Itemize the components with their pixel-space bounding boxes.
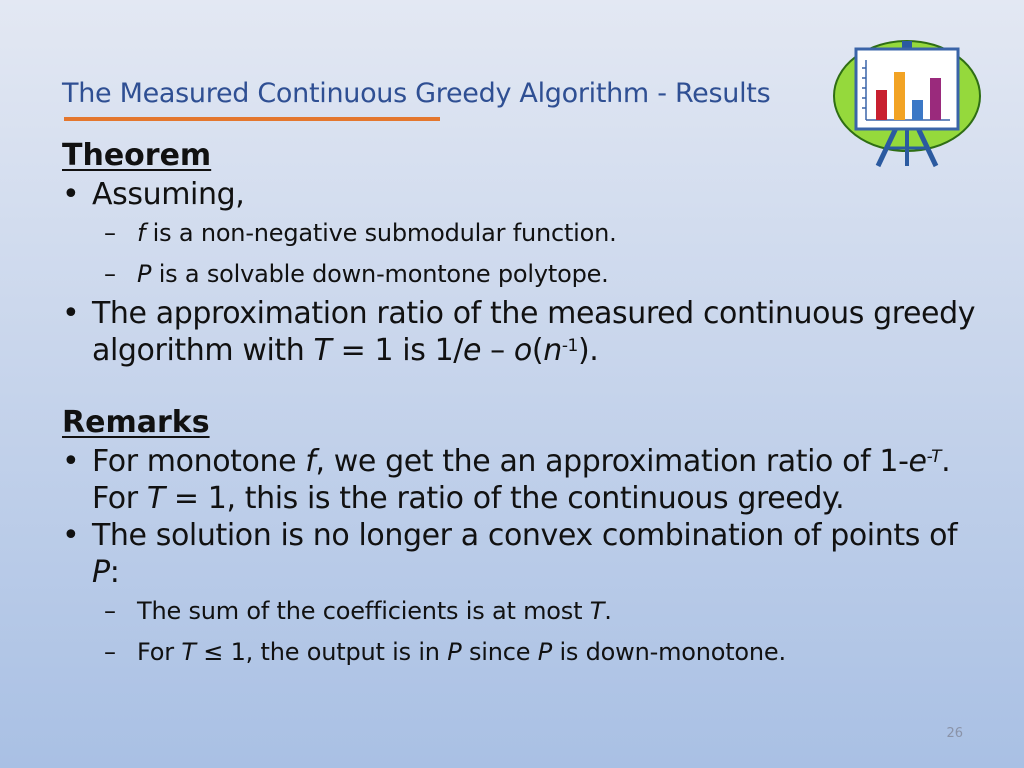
var-o: o bbox=[513, 333, 532, 368]
solution-bullet bbox=[62, 517, 992, 591]
page-number: 26 bbox=[946, 726, 963, 741]
slide-body bbox=[62, 136, 992, 673]
var-t: T bbox=[589, 597, 605, 625]
assuming-text: Assuming, bbox=[92, 177, 245, 212]
monotone-text-3: . For bbox=[92, 444, 951, 516]
ratio-text-2: = 1 is 1/ bbox=[331, 333, 463, 368]
output-in-p-item bbox=[62, 632, 992, 673]
assumption-p-item bbox=[62, 254, 992, 295]
var-p: P bbox=[92, 555, 110, 590]
output-text-2: 1, the output is in bbox=[230, 638, 448, 666]
var-p: P bbox=[537, 638, 553, 666]
monotone-text-1: For monotone bbox=[92, 444, 306, 479]
output-text-3: since bbox=[461, 638, 538, 666]
monotone-exponent bbox=[927, 447, 941, 467]
ratio-text-4: ( bbox=[531, 333, 544, 368]
approximation-ratio-bullet bbox=[62, 295, 992, 369]
var-e: e bbox=[908, 444, 927, 479]
assumption-f-item bbox=[62, 213, 992, 254]
var-e: e bbox=[462, 333, 482, 368]
ratio-text-3: – bbox=[481, 333, 514, 368]
var-n: n bbox=[543, 333, 562, 368]
var-t: T bbox=[146, 481, 165, 516]
assumption-p-text: is a solvable down-montone polytope. bbox=[151, 260, 609, 288]
var-p: P bbox=[137, 260, 152, 288]
leq-symbol: ≤ bbox=[195, 638, 231, 666]
monotone-bullet bbox=[62, 443, 992, 517]
exponent-text: -T bbox=[926, 447, 942, 467]
remarks-heading: Remarks bbox=[62, 405, 210, 440]
monotone-text-4: = 1, this is the ratio of the continuous greedy. bbox=[164, 481, 845, 516]
sum-text-2: . bbox=[604, 597, 612, 625]
output-text-4: is down-monotone. bbox=[552, 638, 786, 666]
var-f: f bbox=[137, 219, 146, 247]
output-text-1: For bbox=[137, 638, 182, 666]
ratio-text-5: ). bbox=[577, 333, 599, 368]
slide-title: The Measured Continuous Greedy Algorithm - Results bbox=[62, 78, 771, 109]
monotone-text-2: , we get the an approximation ratio of 1- bbox=[315, 444, 909, 479]
solution-text-2: : bbox=[109, 555, 120, 590]
var-p: P bbox=[447, 638, 462, 666]
var-t: T bbox=[313, 333, 332, 368]
solution-text-1: The solution is no longer a convex combination of points of bbox=[92, 518, 958, 553]
ratio-exponent: -1 bbox=[561, 336, 578, 356]
sum-text-1: The sum of the coefficients is at most bbox=[137, 597, 590, 625]
ratio-text-1: The approximation ratio of the measured continuous greedy algorithm with bbox=[92, 296, 976, 368]
theorem-heading: Theorem bbox=[62, 138, 212, 173]
section-spacer bbox=[62, 369, 992, 403]
assumption-f-text: is a non-negative submodular function. bbox=[145, 219, 617, 247]
title-underline bbox=[64, 117, 440, 121]
assuming-bullet bbox=[62, 176, 992, 213]
coefficient-sum-item bbox=[62, 591, 992, 632]
var-f: f bbox=[305, 444, 316, 479]
var-t: T bbox=[181, 638, 196, 666]
